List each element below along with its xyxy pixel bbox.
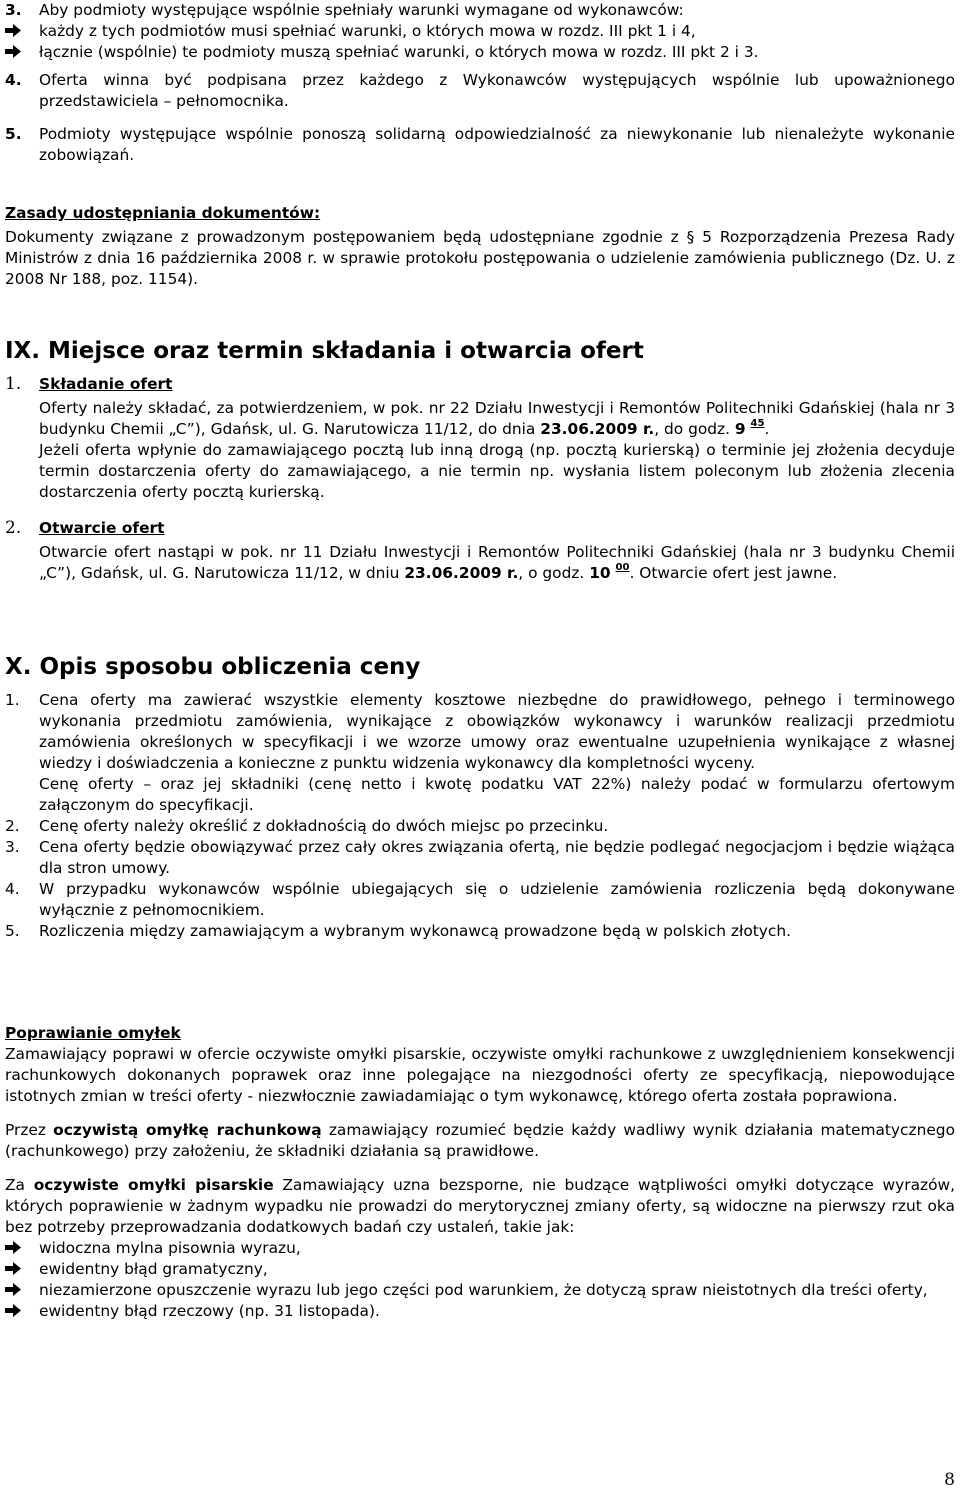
- ix-item-2: [5, 518, 955, 584]
- arrow-right-icon: [5, 1301, 39, 1322]
- section-3-text: Aby podmioty występujące wspólnie spełniały warunki wymagane od wykonawców:: [39, 1, 684, 19]
- list-item-number: 2.: [5, 817, 20, 835]
- ix-item-1-paragraph: [5, 398, 955, 440]
- list-item: [5, 879, 955, 921]
- list-item-number: [5, 774, 39, 816]
- list-item-number: 3.: [5, 838, 20, 856]
- text-span: , do godz.: [654, 420, 735, 438]
- emphasis: oczywistą omyłkę rachunkową: [53, 1121, 322, 1139]
- section-5: [5, 124, 955, 166]
- ix-item-1-title: Składanie ofert: [39, 375, 173, 393]
- list-item: [5, 690, 955, 774]
- bullet-item: [5, 1301, 955, 1322]
- list-item-text: Cena oferty ma zawierać wszystkie elementy kosztowe niezbędne do prawidłowego, pełnego i terminowego wykonania przedmiotu zamówienia, wynikające z obowiązków wykonawcy i warunków realizacji przedmiotu zamówienia określonych w specyfikacji i we wzorze umowy oraz ewentualne uzupełnienia wynikające z własnej wiedzy i doświadczenia a konieczne z punktu widzenia wykonawcy dla kompletności wyceny.: [39, 691, 955, 772]
- text-span: Oferty należy składać, za potwierdzeniem, w pok. nr 22 Działu Inwestycji i Remontów Politechniki Gdańskiej (hala nr 3 budynku Chemii „C”), Gdańsk, ul. G. Narutowicza 11/12, do dnia: [39, 399, 955, 438]
- poprawianie-paragraph-2: [5, 1120, 955, 1162]
- bullet-text: każdy z tych podmiotów musi spełniać warunki, o których mowa w rozdz. III pkt 1 i 4,: [39, 22, 696, 40]
- deadline-date: 23.06.2009 r.: [540, 420, 655, 438]
- poprawianie-section: [5, 1023, 955, 1322]
- opening-date: 23.06.2009 r.: [404, 564, 519, 582]
- list-item-text: Cenę oferty należy określić z dokładnością do dwóch miejsc po przecinku.: [39, 817, 609, 835]
- section-x-heading: X. Opis sposobu obliczenia ceny: [5, 654, 421, 680]
- ix-item-1-number: 1.: [5, 374, 22, 394]
- text-span: Zamawiający uzna bezsporne, nie budzące wątpliwości omyłki dotyczące wyrazów, których poprawienie w żadnym wypadku nie prowadzi do merytorycznej zmiany oferty, są widoczne na pierwszy rzut oka bez potrzeby przeprowadzania dodatkowych badań czy ustaleń, takie jak:: [5, 1176, 955, 1236]
- arrow-right-icon: [5, 1259, 39, 1280]
- ix-item-2-number: 2.: [5, 518, 22, 538]
- bullet-text: ewidentny błąd rzeczowy (np. 31 listopada).: [39, 1302, 380, 1320]
- bullet-item: [5, 1238, 955, 1259]
- arrow-right-icon: [5, 1280, 39, 1301]
- list-item: [5, 921, 955, 942]
- list-item-text: Cenę oferty – oraz jej składniki (cenę netto i kwotę podatku VAT 22%) należy podać w formularzu ofertowym załączonym do specyfikacji.: [39, 775, 955, 814]
- opening-minutes: 00: [615, 562, 630, 573]
- ix-item-1: [5, 374, 955, 503]
- text-span: Otwarcie ofert nastąpi w pok. nr 11 Działu Inwestycji i Remontów Politechniki Gdańskiej (hala nr 3 budynku Chemii „C”), Gdańsk, ul. G. Narutowicza 11/12, w dniu: [39, 543, 955, 582]
- list-item: [5, 774, 955, 816]
- bullet-text: ewidentny błąd gramatyczny,: [39, 1260, 268, 1278]
- list-item-text: W przypadku wykonawców wspólnie ubiegających się o udzielenie zamówienia rozliczenia będą dokonywane wyłącznie z pełnomocnikiem.: [39, 880, 955, 919]
- arrow-right-icon: [5, 42, 39, 63]
- section-5-text: Podmioty występujące wspólnie ponoszą solidarną odpowiedzialność za niewykonanie lub nienależyte wykonanie zobowiązań.: [39, 125, 955, 164]
- text-span: .: [764, 420, 770, 438]
- section-x-list: [5, 690, 955, 942]
- poprawianie-bullets: [5, 1238, 955, 1322]
- ix-item-2-title: Otwarcie ofert: [39, 519, 165, 537]
- bullet-item: [5, 1259, 955, 1280]
- bullet-item: [5, 42, 955, 63]
- bullet-item: [5, 21, 955, 42]
- arrow-right-icon: [5, 21, 39, 42]
- list-item: [5, 837, 955, 879]
- section-4-number: 4.: [5, 71, 22, 89]
- bullet-item: [5, 1280, 955, 1301]
- list-item-text: Cena oferty będzie obowiązywać przez cały okres związania ofertą, nie będzie podlegać negocjacjom i będzie wiążąca dla stron umowy.: [39, 838, 955, 877]
- ix-item-1-note: Jeżeli oferta wpłynie do zamawiającego pocztą lub inną drogą (np. pocztą kurierską) o terminie jej złożenia decyduje termin dostarczenia oferty do zamawiającego, a nie termin np. wysłania listem poleconym lub złożenia zlecenia dostarczenia oferty pocztą kurierską.: [39, 441, 955, 501]
- text-span: Za: [5, 1176, 34, 1194]
- poprawianie-paragraph-3: [5, 1175, 955, 1238]
- poprawianie-heading: Poprawianie omyłek: [5, 1024, 181, 1042]
- deadline-minutes: 45: [750, 418, 765, 429]
- list-item-number: 5.: [5, 922, 20, 940]
- emphasis: oczywiste omyłki pisarskie: [33, 1176, 274, 1194]
- list-item-number: 4.: [5, 880, 20, 898]
- section-ix-heading: IX. Miejsce oraz termin składania i otwarcia ofert: [5, 338, 644, 364]
- section-3-number: 3.: [5, 1, 22, 19]
- section-3-bullets: [5, 21, 955, 63]
- list-item-number: 1.: [5, 691, 20, 709]
- ix-item-2-paragraph: [5, 542, 955, 584]
- opening-hour: 10: [589, 564, 611, 582]
- section-4-text: Oferta winna być podpisana przez każdego z Wykonawców występujących wspólnie lub upoważnionego przedstawiciela – pełnomocnika.: [39, 71, 955, 110]
- section-3: [5, 0, 955, 21]
- text-span: Przez: [5, 1121, 54, 1139]
- text-span: . Otwarcie ofert jest jawne.: [629, 564, 838, 582]
- list-item: [5, 816, 955, 837]
- deadline-hour: 9: [734, 420, 746, 438]
- list-item-text: Rozliczenia między zamawiającym a wybranym wykonawcą prowadzone będą w polskich złotych.: [39, 922, 791, 940]
- zasady-heading: Zasady udostępniania dokumentów:: [5, 204, 321, 222]
- section-5-number: 5.: [5, 125, 22, 143]
- text-span: , o godz.: [518, 564, 590, 582]
- zasady-section: [5, 203, 955, 290]
- bullet-text: niezamierzone opuszczenie wyrazu lub jego części pod warunkiem, że dotyczą spraw nieistotnych dla treści oferty,: [39, 1281, 928, 1299]
- poprawianie-paragraph-1: Zamawiający poprawi w ofercie oczywiste omyłki pisarskie, oczywiste omyłki rachunkowe z uwzględnieniem konsekwencji rachunkowych dokonanych poprawek oraz inne polegające na niezgodności oferty ze specyfikacją, niepowodujące istotnych zmian w treści oferty - niezwłocznie zawiadamiając o tym wykonawcę, którego oferta została poprawiona.: [5, 1045, 955, 1105]
- bullet-text: widoczna mylna pisownia wyrazu,: [39, 1239, 301, 1257]
- bullet-text: łącznie (wspólnie) te podmioty muszą spełniać warunki, o których mowa w rozdz. III pkt 2 i 3.: [39, 43, 759, 61]
- zasady-text: Dokumenty związane z prowadzonym postępowaniem będą udostępniane zgodnie z § 5 Rozporządzenia Prezesa Rady Ministrów z dnia 16 października 2008 r. w sprawie protokołu postępowania o udzielenie zamówienia publicznego (Dz. U. z 2008 Nr 188, poz. 1154).: [5, 228, 955, 288]
- section-4: [5, 70, 955, 112]
- text-span: zamawiający rozumieć będzie każdy wadliwy wynik działania matematycznego (rachunkowego) przy założeniu, że składniki działania są prawidłowe.: [5, 1121, 955, 1160]
- arrow-right-icon: [5, 1238, 39, 1259]
- page-number: 8: [944, 1470, 955, 1490]
